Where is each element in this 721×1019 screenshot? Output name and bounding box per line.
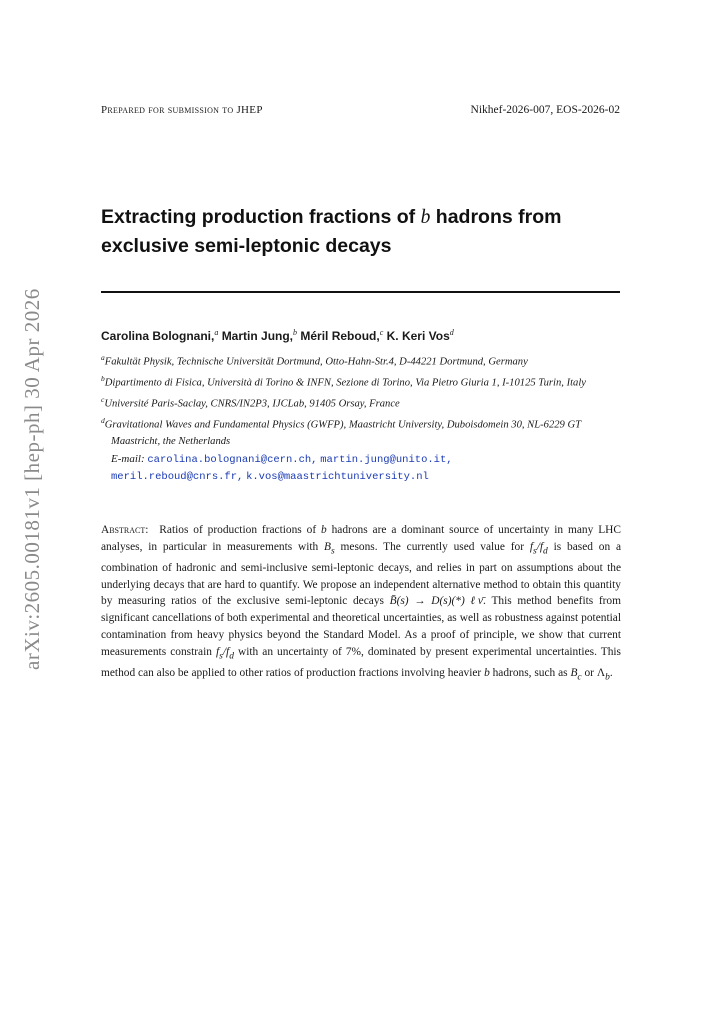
email-link[interactable]: carolina.bolognani@cern.ch, xyxy=(147,453,318,466)
paper-title xyxy=(101,203,621,261)
abstract-text: is based on a combination of hadronic and semi-inclusive semi-leptonic decays, and relies in part on assumptions about the underlying decays that are hard to quantify. We propose an independent alternative method to obtain this quantity by measuring ratios of the exclusive semi-leptonic decays xyxy=(101,540,621,608)
math-symbol: /f xyxy=(536,540,544,553)
affiliation-mark: b xyxy=(101,374,105,384)
author-affil-mark: a xyxy=(214,328,219,337)
author-name: Carolina Bolognani, xyxy=(101,329,215,343)
math-subscript: d xyxy=(543,546,548,557)
email-label: E-mail: xyxy=(111,452,145,465)
author-affil-mark: c xyxy=(379,328,384,337)
email-block xyxy=(101,451,621,485)
arxiv-stamp[interactable]: arXiv:2605.00181v1 [hep-ph] 30 Apr 2026 xyxy=(20,288,44,670)
affiliation-text: Université Paris-Saclay, CNRS/IN2P3, IJCLab, 91405 Orsay, France xyxy=(104,398,400,410)
title-symbol-b: b xyxy=(420,207,431,228)
affiliation-item xyxy=(101,371,621,392)
abstract-text: Ratios of production fractions of xyxy=(159,524,321,536)
math-subscript: s xyxy=(533,546,537,557)
math-symbol: /f xyxy=(222,645,230,658)
journal-header: Prepared for submission to JHEP xyxy=(101,104,263,116)
math-subscript: s xyxy=(219,651,223,662)
abstract-text: mesons. The currently used value for xyxy=(334,540,530,553)
math-subscript: s xyxy=(331,546,335,557)
affiliation-text: Gravitational Waves and Fundamental Physics (GWFP), Maastricht University, Duboisdomein 30, NL-6229 GT Maastricht, the Netherlands xyxy=(104,419,581,448)
math-symbol: Λ xyxy=(596,666,606,679)
affiliation-mark: a xyxy=(101,353,105,362)
author-list xyxy=(101,328,621,343)
affiliation-mark: c xyxy=(101,395,105,405)
abstract-text: hadrons, such as xyxy=(489,666,571,679)
abstract-text: . xyxy=(609,666,613,679)
author-name: Martin Jung, xyxy=(221,329,294,343)
affiliation-mark: d xyxy=(101,416,105,426)
math-subscript: c xyxy=(577,672,582,683)
report-numbers: Nikhef-2026-007, EOS-2026-02 xyxy=(470,104,620,116)
affiliation-item xyxy=(101,413,621,451)
abstract-text: with an uncertainty of 7%, dominated by present experimental uncertainties. This method can also be applied to other ratios of production fractions involving heavier xyxy=(101,645,621,679)
math-subscript: d xyxy=(229,651,234,662)
abstract-text: . This method benefits from significant cancellations of both experimental and theoretical uncertainties, as well as robustness against potential contamination from heavy physics beyond the Standard Model. As a proof of principle, we show that current measurements constrain xyxy=(101,595,621,658)
author-name: K. Keri Vos xyxy=(386,329,450,343)
math-subscript: b xyxy=(605,672,610,683)
author-name: Méril Reboud, xyxy=(300,329,380,343)
abstract-label: Abstract: xyxy=(101,524,149,536)
title-part-1: Extracting production fractions of xyxy=(101,206,421,228)
math-symbol: B xyxy=(570,666,578,679)
math-symbol: B xyxy=(324,540,332,553)
math-symbol: f xyxy=(215,645,220,658)
affiliations xyxy=(101,350,621,485)
abstract-text: hadrons are a dominant source of uncertainty in many LHC analyses, in particular in measurements with xyxy=(101,524,621,553)
abstract xyxy=(101,522,621,686)
affiliation-text: Dipartimento di Fisica, Università di Torino & INFN, Sezione di Torino, Via Pietro Giuria 1, I-10125 Turin, Italy xyxy=(104,377,586,389)
math-symbol: f xyxy=(529,540,533,553)
author-affil-mark: b xyxy=(293,328,298,337)
email-link[interactable]: martin.jung@unito.it, xyxy=(320,453,453,466)
title-part-2: hadrons from exclusive semi-leptonic decays xyxy=(101,206,562,257)
math-decay: B̄(s) → D(s)(*) ℓν̄ xyxy=(389,595,483,608)
email-link[interactable]: meril.reboud@cnrs.fr, xyxy=(111,470,244,483)
title-rule xyxy=(101,291,620,293)
math-symbol: b xyxy=(484,666,490,679)
author-affil-mark: d xyxy=(449,328,454,337)
affiliation-item xyxy=(101,350,621,371)
abstract-text: or xyxy=(581,666,597,679)
email-link[interactable]: k.vos@maastrichtuniversity.nl xyxy=(246,470,429,483)
affiliation-text: Fakultät Physik, Technische Universität Dortmund, Otto-Hahn-Str.4, D-44221 Dortmund, Germany xyxy=(104,356,528,368)
math-symbol: b xyxy=(321,524,327,536)
affiliation-item xyxy=(101,392,621,413)
